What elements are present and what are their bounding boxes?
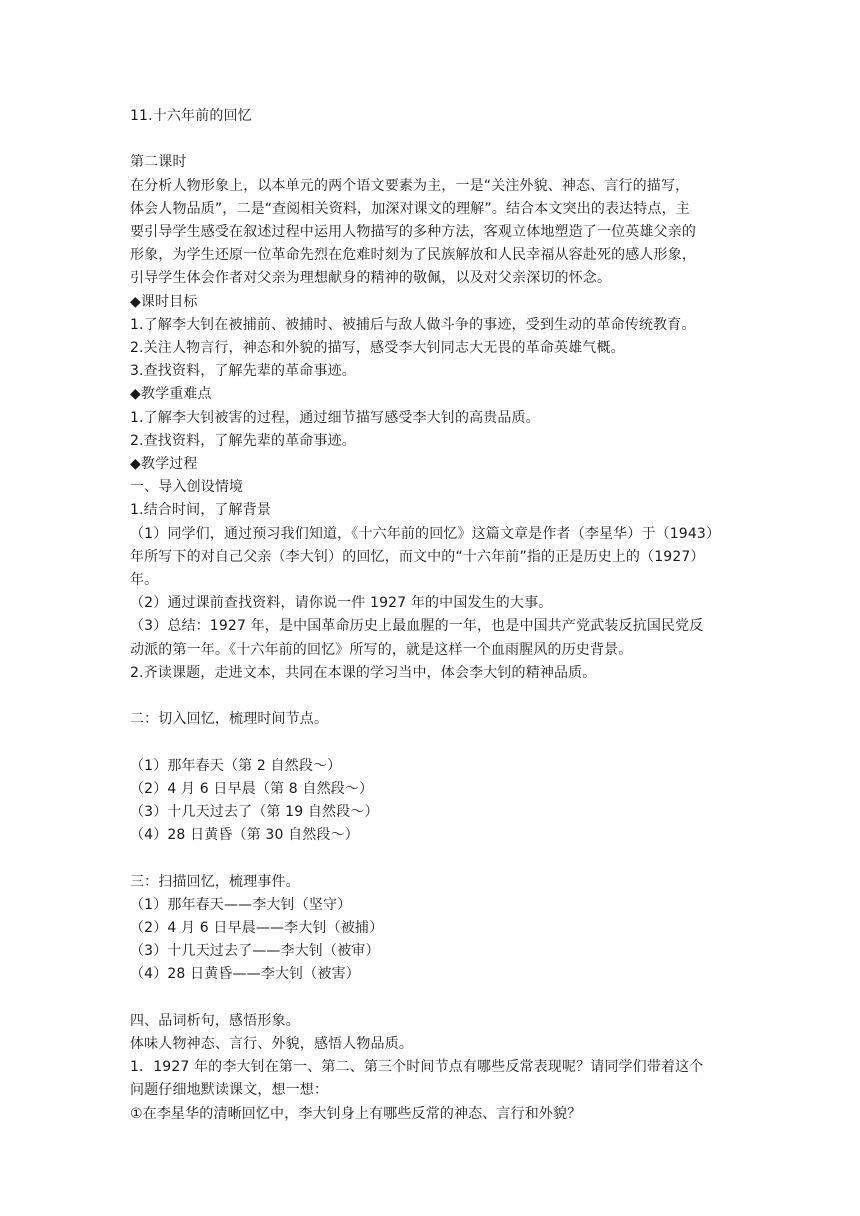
section-heading-process: ◆教学过程 [130, 456, 198, 473]
section-heading-goals: ◆课时目标 [130, 293, 198, 310]
goal-item: 2.关注人物言行，神态和外貌的描写，感受李大钊同志大无畏的革命英雄气概。 [130, 340, 625, 357]
body-line: （2）通过课前查找资料，请你说一件 1927 年的中国发生的大事。 [130, 595, 553, 612]
doc-title: 11.十六年前的回忆 [130, 108, 252, 124]
goal-item: 1.了解李大钊在被捕前、被捕时、被捕后与敌人做斗争的事迹，受到生动的革命传统教育。 [130, 316, 696, 333]
section-heading-key-points: ◆教学重难点 [130, 386, 212, 403]
list-item: （1）那年春天（第 2 自然段～） [130, 757, 342, 774]
process-step-heading: 一、导入创设情境 [130, 479, 244, 496]
body-line: 年。 [130, 572, 159, 589]
intro-line: 引导学生体会作者对父亲为理想献身的精神的敬佩，以及对父亲深切的怀念。 [130, 270, 612, 287]
list-item: （3）十几天过去了——李大钊（被审） [130, 943, 380, 960]
lesson-period: 第二课时 [130, 154, 187, 171]
intro-line: 形象，为学生还原一位革命先烈在危难时刻为了民族解放和人民幸福从容赴死的感人形象， [130, 247, 696, 264]
body-line: 1．1927 年的李大钊在第一、第二、第三个时间节点有哪些反常表现呢？请同学们带着这个 [130, 1059, 704, 1076]
list-item: （2）4 月 6 日早晨——李大钊（被捕） [130, 920, 384, 937]
key-point-item: 1.了解李大钊被害的过程，通过细节描写感受李大钊的高贵品质。 [130, 409, 540, 426]
body-line: （3）总结：1927 年，是中国革命历史上最血腥的一年，也是中国共产党武装反抗国民党反 [130, 618, 704, 635]
list-item: （4）28 日黄昏——李大钊（被害） [130, 966, 360, 983]
key-point-item: 2.查找资料，了解先辈的革命事迹。 [130, 432, 356, 449]
process-step-heading: 三：扫描回忆，梳理事件。 [130, 873, 300, 890]
process-step-heading: 二：切入回忆，梳理时间节点。 [130, 711, 329, 728]
body-line: 年所写下的对自己父亲（李大钊）的回忆，而文中的“十六年前”指的正是历史上的（1927） [130, 548, 705, 565]
process-substep: 1.结合时间，了解背景 [130, 502, 272, 519]
blank-line [130, 847, 740, 870]
blank-line [130, 987, 740, 1010]
blank-line [130, 685, 740, 708]
list-item: （4）28 日黄昏（第 30 自然段～） [130, 827, 359, 844]
intro-line: 要引导学生感受在叙述过程中运用人物描写的多种方法，客观立体地塑造了一位英雄父亲的 [130, 224, 696, 240]
intro-line: 在分析人物形象上，以本单元的两个语文要素为主，一是“关注外貌、神态、言行的描写， [130, 177, 690, 194]
intro-line: 体会人物品质”，二是“查阅相关资料，加深对课文的理解”。结合本文突出的表达特点，主 [130, 200, 690, 217]
blank-line [130, 731, 740, 754]
body-line: 问题仔细地默读课文，想一想： [130, 1082, 329, 1099]
blank-line [130, 128, 740, 151]
process-step-heading: 四、品词析句，感悟形象。 [130, 1012, 300, 1029]
body-line: 动派的第一年。《十六年前的回忆》所写的，就是这样一个血雨腥风的历史背景。 [130, 641, 633, 658]
body-line: （1）同学们，通过预习我们知道，《十六年前的回忆》这篇文章是作者（李星华）于（1943） [130, 525, 721, 542]
list-item: （2）4 月 6 日早晨（第 8 自然段～） [130, 780, 374, 797]
body-line: 体味人物神态、言行、外貌，感悟人物品质。 [130, 1036, 413, 1053]
goal-item: 3.查找资料，了解先辈的革命事迹。 [130, 363, 356, 380]
list-item: （1）那年春天——李大钊（坚守） [130, 896, 352, 913]
body-line: ①在李星华的清晰回忆中，李大钊身上有哪些反常的神态、言行和外貌？ [130, 1105, 582, 1122]
list-item: （3）十几天过去了（第 19 自然段～） [130, 804, 379, 821]
process-substep: 2.齐读课题，走进文本，共同在本课的学习当中，体会李大钊的精神品质。 [130, 664, 597, 681]
